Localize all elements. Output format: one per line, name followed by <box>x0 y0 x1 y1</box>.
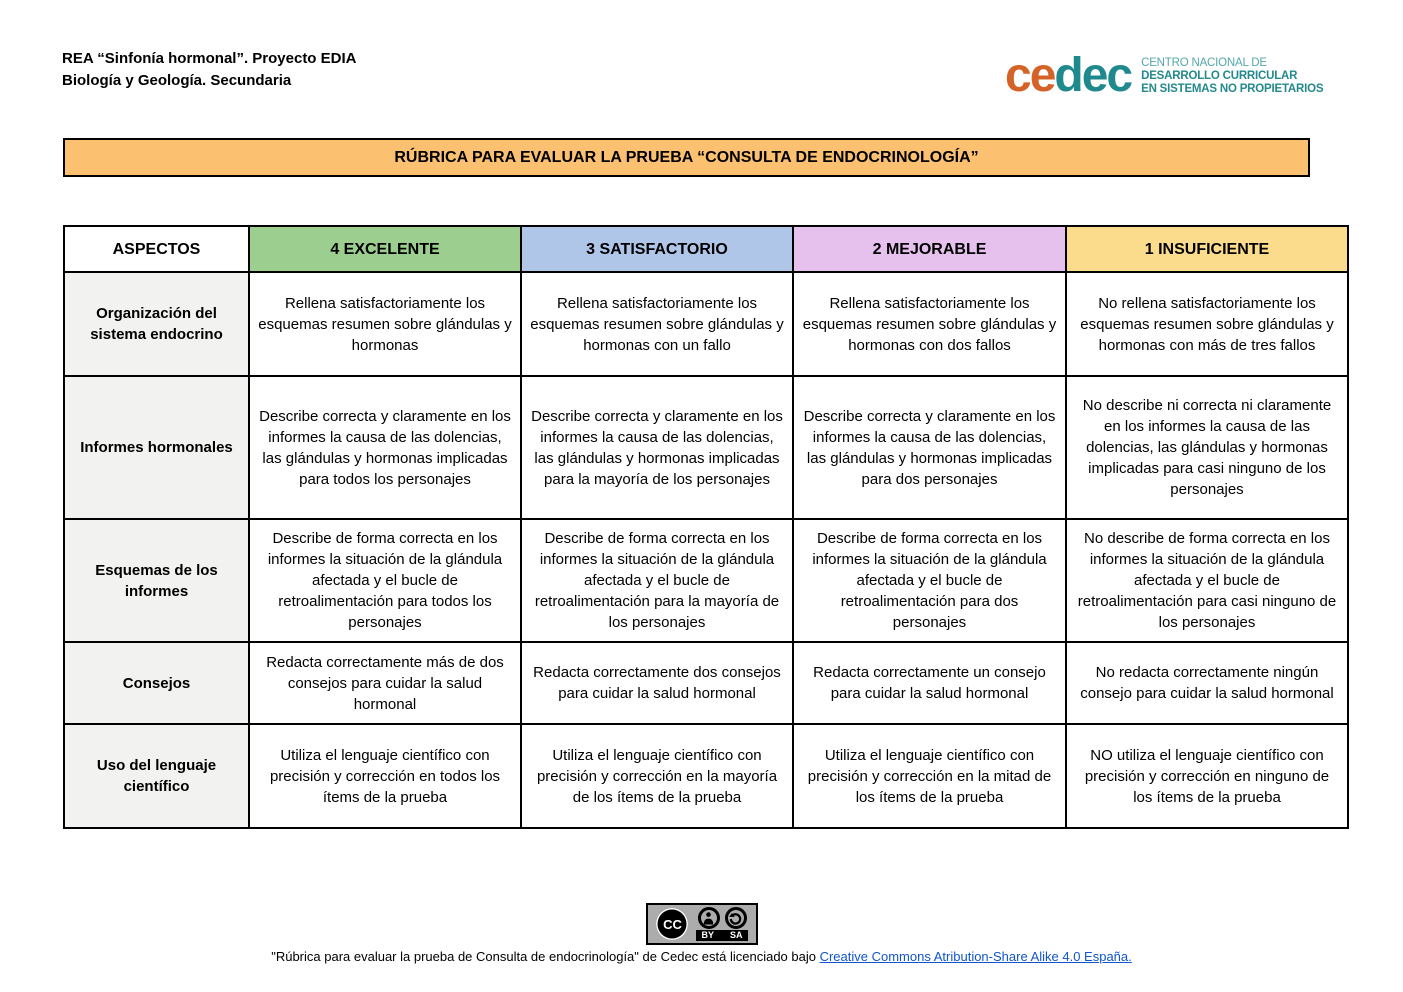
rubric-cell: Utiliza el lenguaje científico con precisión y corrección en la mitad de los ítems de la prueba <box>793 724 1066 828</box>
cedec-wordmark-ce: ce <box>1005 49 1055 102</box>
cedec-tagline-line2: DESARROLLO CURRICULAR <box>1141 69 1298 82</box>
cc-license-badge <box>646 903 758 945</box>
rubric-title: RÚBRICA PARA EVALUAR LA PRUEBA “CONSULTA DE ENDOCRINOLOGÍA” <box>394 148 979 166</box>
table-row <box>64 724 1348 828</box>
rubric-cell: Describe correcta y claramente en los informes la causa de las dolencias, las glándulas y hormonas implicadas para la mayoría de los personajes <box>521 376 793 519</box>
table-row <box>64 519 1348 642</box>
rubric-cell: Utiliza el lenguaje científico con precisión y corrección en la mayoría de los ítems de la prueba <box>521 724 793 828</box>
rubric-cell: No redacta correctamente ningún consejo para cuidar la salud hormonal <box>1066 642 1348 724</box>
rubric-cell: Redacta correctamente más de dos consejos para cuidar la salud hormonal <box>249 642 521 724</box>
rubric-cell: NO utiliza el lenguaje científico con precisión y corrección en ninguno de los ítems de la prueba <box>1066 724 1348 828</box>
column-header-excelente: 4 EXCELENTE <box>249 226 521 272</box>
aspect-label: Organización del sistema endocrino <box>64 272 249 376</box>
cedec-logo <box>1005 49 1324 102</box>
cc-sa-label: SA <box>730 930 743 940</box>
license-link[interactable]: Creative Commons Atribution-Share Alike 4.0 España. <box>819 949 1132 964</box>
cc-by-person-icon <box>698 907 720 929</box>
table-row <box>64 376 1348 519</box>
cedec-wordmark-dec: dec <box>1054 49 1132 102</box>
cc-by-sa-labels <box>696 930 747 941</box>
rubric-cell: Describe correcta y claramente en los informes la causa de las dolencias, las glándulas y hormonas implicadas para todos los personajes <box>249 376 521 519</box>
project-title-line1: REA “Sinfonía hormonal”. Proyecto EDIA <box>62 50 357 67</box>
cedec-tagline <box>1141 57 1323 96</box>
rubric-cell: Rellena satisfactoriamente los esquemas resumen sobre glándulas y hormonas con dos fallos <box>793 272 1066 376</box>
rubric-cell: Utiliza el lenguaje científico con precisión y corrección en todos los ítems de la prueba <box>249 724 521 828</box>
cedec-tagline-line1: CENTRO NACIONAL DE <box>1141 56 1267 69</box>
rubric-cell: No rellena satisfactoriamente los esquemas resumen sobre glándulas y hormonas con más de tres fallos <box>1066 272 1348 376</box>
cc-by-sa-group <box>696 907 747 941</box>
cc-icon: CC <box>656 908 688 940</box>
rubric-cell: No describe ni correcta ni claramente en los informes la causa de las dolencias, las glándulas y hormonas implicadas para casi ninguno de los personajes <box>1066 376 1348 519</box>
rubric-cell: Describe correcta y claramente en los informes la causa de las dolencias, las glándulas y hormonas implicadas para dos personajes <box>793 376 1066 519</box>
rubric-title-banner <box>63 138 1310 177</box>
rubric-cell: Rellena satisfactoriamente los esquemas resumen sobre glándulas y hormonas <box>249 272 521 376</box>
column-header-aspectos: ASPECTOS <box>64 226 249 272</box>
cc-sa-arrow-icon <box>725 907 747 929</box>
aspect-label: Informes hormonales <box>64 376 249 519</box>
project-title-line2: Biología y Geología. Secundaria <box>62 72 292 89</box>
table-header-row <box>64 226 1348 272</box>
aspect-label: Uso del lenguaje científico <box>64 724 249 828</box>
column-header-satisfactorio: 3 SATISFACTORIO <box>521 226 793 272</box>
rubric-cell: Describe de forma correcta en los informes la situación de la glándula afectada y el bucle de retroalimentación para dos personajes <box>793 519 1066 642</box>
cc-by-label: BY <box>701 930 714 940</box>
aspect-label: Esquemas de los informes <box>64 519 249 642</box>
cedec-tagline-line3: EN SISTEMAS NO PROPIETARIOS <box>1141 82 1324 95</box>
column-header-mejorable: 2 MEJORABLE <box>793 226 1066 272</box>
rubric-table <box>63 225 1349 829</box>
rubric-cell: Redacta correctamente un consejo para cuidar la salud hormonal <box>793 642 1066 724</box>
project-title <box>62 48 356 92</box>
rubric-cell: Describe de forma correcta en los informes la situación de la glándula afectada y el bucle de retroalimentación para todos los personajes <box>249 519 521 642</box>
cedec-wordmark <box>1005 49 1132 102</box>
rubric-cell: Describe de forma correcta en los informes la situación de la glándula afectada y el bucle de retroalimentación para la mayoría de los personajes <box>521 519 793 642</box>
column-header-insuficiente: 1 INSUFICIENTE <box>1066 226 1348 272</box>
rubric-cell: No describe de forma correcta en los informes la situación de la glándula afectada y el bucle de retroalimentación para casi ninguno de los personajes <box>1066 519 1348 642</box>
table-row <box>64 642 1348 724</box>
license-text-body: "Rúbrica para evaluar la prueba de Consulta de endocrinología" de Cedec está licenciado bajo <box>271 949 820 964</box>
aspect-label: Consejos <box>64 642 249 724</box>
rubric-cell: Redacta correctamente dos consejos para cuidar la salud hormonal <box>521 642 793 724</box>
rubric-cell: Rellena satisfactoriamente los esquemas resumen sobre glándulas y hormonas con un fallo <box>521 272 793 376</box>
table-row <box>64 272 1348 376</box>
license-text <box>0 948 1403 966</box>
